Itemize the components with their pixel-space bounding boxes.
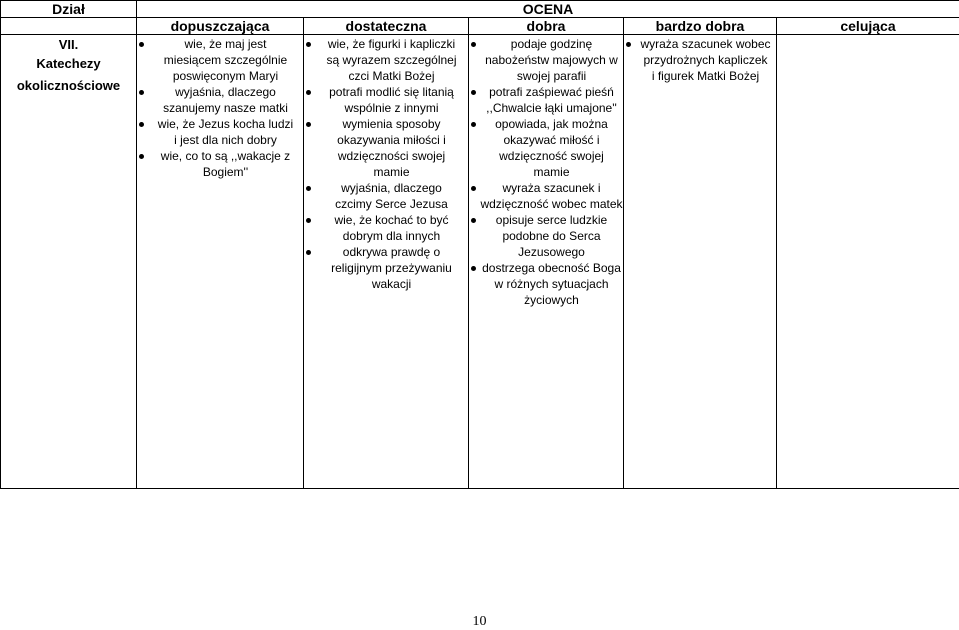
criterion-item [469, 260, 623, 308]
header-ocena: OCENA [137, 1, 959, 18]
header-grade-dopuszczajaca: dopuszczająca [137, 18, 304, 35]
section-number: VII. [1, 35, 136, 54]
bullet-icon [471, 90, 476, 95]
column-dobra [469, 35, 624, 489]
bullet-icon [139, 122, 144, 127]
bullet-icon [139, 90, 144, 95]
header-dzial: Dział [1, 1, 137, 18]
criterion-item [304, 244, 468, 292]
bullet-icon [626, 42, 631, 47]
bullet-icon [306, 90, 311, 95]
criterion-text: podaje godzinę nabożeństw majowych w swojej parafii [480, 36, 623, 84]
column-dopuszczajaca [137, 35, 304, 489]
criterion-item [137, 116, 303, 148]
criterion-text: wymienia sposoby okazywania miłości i wdzięczności swojej mamie [315, 116, 468, 180]
header-grade-celujaca: celująca [777, 18, 959, 35]
bullet-icon [471, 218, 476, 223]
column-dostateczna [304, 35, 469, 489]
criterion-text: opisuje serce ludzkie podobne do Serca Jezusowego [480, 212, 623, 260]
criterion-text: odkrywa prawdę o religijnym przeżywaniu wakacji [315, 244, 468, 292]
bullet-icon [471, 186, 476, 191]
section-cell [1, 35, 137, 489]
criterion-item [304, 36, 468, 84]
bullet-icon [306, 186, 311, 191]
criterion-text: potrafi modlić się litanią wspólnie z innymi [315, 84, 468, 116]
criterion-item [469, 180, 623, 212]
criterion-text: wie, że Jezus kocha ludzi i jest dla nich dobry [148, 116, 303, 148]
criterion-text: wie, że kochać to być dobrym dla innych [315, 212, 468, 244]
criterion-text: wie, że maj jest miesiącem szczególnie poswięconym Maryi [148, 36, 303, 84]
section-title-line1: Katechezy [1, 54, 136, 73]
bullet-icon [306, 42, 311, 47]
section-title-line2: okolicznościowe [1, 76, 136, 95]
column-bardzo-dobra [624, 35, 777, 489]
page-number: 10 [0, 614, 959, 630]
bullet-icon [139, 154, 144, 159]
header-grade-bardzo-dobra: bardzo dobra [624, 18, 777, 35]
criterion-item [304, 180, 468, 212]
header-dzial-blank [1, 18, 137, 35]
criterion-item [469, 84, 623, 116]
bullet-icon [306, 122, 311, 127]
criterion-text: wyjaśnia, dlaczego czcimy Serce Jezusa [315, 180, 468, 212]
criterion-text: dostrzega obecność Boga w różnych sytuacjach życiowych [480, 260, 623, 308]
bullet-icon [306, 218, 311, 223]
criterion-text: wyraża szacunek wobec przydrożnych kapliczek i figurek Matki Bożej [635, 36, 776, 84]
bullet-icon [139, 42, 144, 47]
criterion-text: potrafi zaśpiewać pieśń ,,Chwalcie łąki umajone'' [480, 84, 623, 116]
criterion-text: wyjaśnia, dlaczego szanujemy nasze matki [148, 84, 303, 116]
criterion-item [304, 84, 468, 116]
column-celujaca [777, 35, 959, 489]
criterion-text: wyraża szacunek i wdzięczność wobec matek [480, 180, 623, 212]
criterion-text: wie, że figurki i kapliczki są wyrazem szczególnej czci Matki Bożej [315, 36, 468, 84]
criterion-item [469, 36, 623, 84]
bullet-icon [471, 122, 476, 127]
criterion-item [304, 116, 468, 180]
header-grade-dobra: dobra [469, 18, 624, 35]
criterion-text: wie, co to są ,,wakacje z Bogiem'' [148, 148, 303, 180]
criterion-item [304, 212, 468, 244]
criterion-item [624, 36, 776, 84]
bullet-icon [471, 42, 476, 47]
bullet-icon [471, 266, 476, 271]
criterion-item [137, 84, 303, 116]
criterion-item [137, 36, 303, 84]
bullet-icon [306, 250, 311, 255]
criterion-text: opowiada, jak można okazywać miłość i wdzięczność swojej mamie [480, 116, 623, 180]
criterion-item [469, 116, 623, 180]
criterion-item [469, 212, 623, 260]
criterion-item [137, 148, 303, 180]
header-grade-dostateczna: dostateczna [304, 18, 469, 35]
